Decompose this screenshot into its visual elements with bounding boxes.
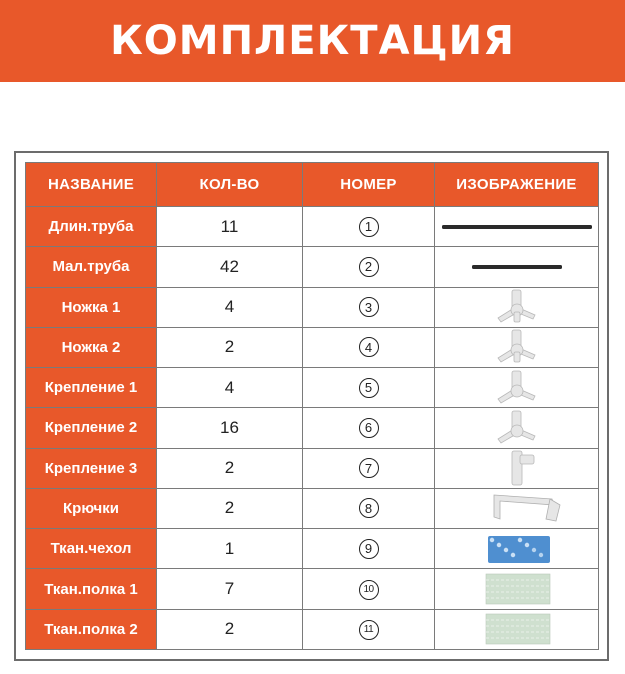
part-name: Крепление 2: [26, 408, 157, 448]
part-name: Крючки: [26, 488, 157, 528]
fabric-cover-icon: [435, 529, 599, 569]
circled-number: 11: [359, 620, 379, 640]
part-name: Ткан.полка 2: [26, 609, 157, 649]
table-row: [26, 569, 599, 609]
table-row: [26, 609, 599, 649]
page-title: КОМПЛЕКТАЦИЯ: [110, 18, 515, 64]
tee-connector-icon: [435, 448, 599, 488]
circled-number: 3: [359, 297, 379, 317]
table-row: [26, 247, 599, 287]
short-tube-icon: [435, 247, 599, 287]
table-row: [26, 529, 599, 569]
part-number: [303, 569, 435, 609]
part-quantity: 2: [157, 609, 303, 649]
part-quantity: 2: [157, 488, 303, 528]
table-row: [26, 207, 599, 247]
table-row: [26, 448, 599, 488]
part-name: Длин.труба: [26, 207, 157, 247]
leg-connector-icon: [435, 327, 599, 367]
table-row: [26, 368, 599, 408]
header-number: НОМЕР: [303, 163, 435, 207]
title-banner: [0, 0, 625, 82]
circled-number: 10: [359, 580, 379, 600]
table-row: [26, 408, 599, 448]
circled-number: 7: [359, 458, 379, 478]
table-row: [26, 287, 599, 327]
header-qty: КОЛ-ВО: [157, 163, 303, 207]
part-quantity: 4: [157, 287, 303, 327]
part-name: Мал.труба: [26, 247, 157, 287]
circled-number: 4: [359, 337, 379, 357]
part-number: [303, 327, 435, 367]
circled-number: 9: [359, 539, 379, 559]
three-way-connector-icon: [435, 408, 599, 448]
part-number: [303, 448, 435, 488]
circled-number: 5: [359, 378, 379, 398]
part-number: [303, 207, 435, 247]
header-image: ИЗОБРАЖЕНИЕ: [435, 163, 599, 207]
part-quantity: 16: [157, 408, 303, 448]
part-quantity: 11: [157, 207, 303, 247]
part-number: [303, 408, 435, 448]
table-frame: [14, 151, 609, 661]
part-quantity: 4: [157, 368, 303, 408]
part-name: Крепление 1: [26, 368, 157, 408]
leg-connector-icon: [435, 287, 599, 327]
circled-number: 6: [359, 418, 379, 438]
part-number: [303, 247, 435, 287]
table-header-row: [26, 163, 599, 207]
circled-number: 2: [359, 257, 379, 277]
circled-number: 8: [359, 498, 379, 518]
long-tube-icon: [435, 207, 599, 247]
part-name: Ткан.полка 1: [26, 569, 157, 609]
table-row: [26, 327, 599, 367]
part-number: [303, 368, 435, 408]
kit-table: [25, 162, 599, 650]
three-way-connector-icon: [435, 368, 599, 408]
part-name: Крепление 3: [26, 448, 157, 488]
header-name: НАЗВАНИЕ: [26, 163, 157, 207]
part-number: [303, 287, 435, 327]
part-number: [303, 529, 435, 569]
fabric-shelf-icon: [435, 569, 599, 609]
fabric-shelf-icon: [435, 609, 599, 649]
part-quantity: 2: [157, 448, 303, 488]
part-quantity: 42: [157, 247, 303, 287]
part-quantity: 2: [157, 327, 303, 367]
table-row: [26, 488, 599, 528]
part-quantity: 1: [157, 529, 303, 569]
part-name: Ножка 1: [26, 287, 157, 327]
part-quantity: 7: [157, 569, 303, 609]
part-name: Ножка 2: [26, 327, 157, 367]
part-name: Ткан.чехол: [26, 529, 157, 569]
part-number: [303, 488, 435, 528]
circled-number: 1: [359, 217, 379, 237]
hook-icon: [435, 488, 599, 528]
part-number: [303, 609, 435, 649]
